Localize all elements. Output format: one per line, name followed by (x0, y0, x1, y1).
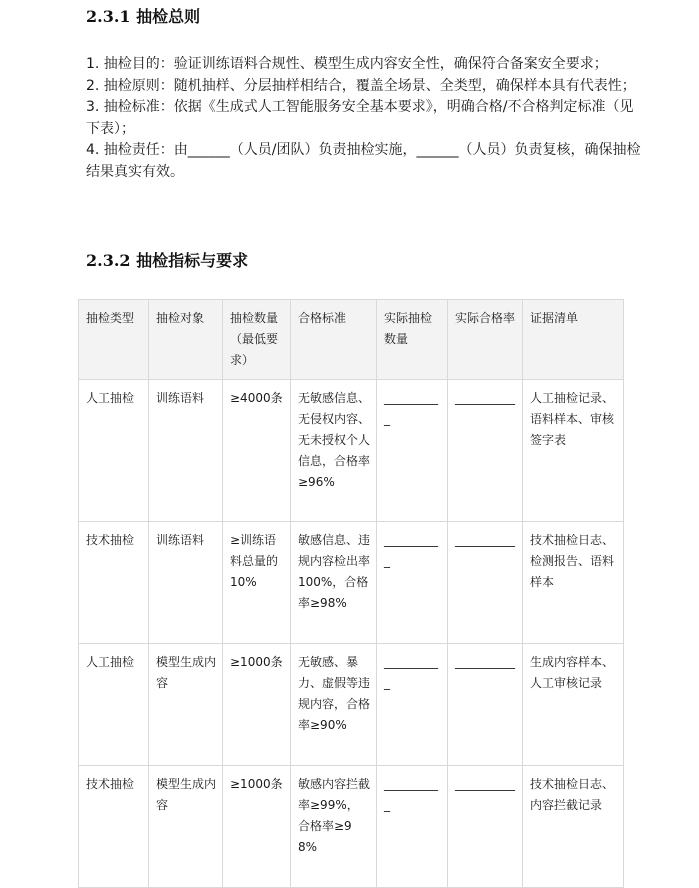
cell-pass-standard: 无敏感信息、无侵权内容、无未授权个人信息，合格率≥96% (291, 380, 377, 522)
header-evidence-list: 证据清单 (523, 300, 624, 380)
header-min-quantity: 抽检数量（最低要求） (223, 300, 291, 380)
sampling-requirements-table (78, 299, 624, 888)
cell-sampling-type: 人工抽检 (79, 380, 149, 522)
header-pass-standard: 合格标准 (291, 300, 377, 380)
header-actual-pass-rate: 实际合格率 (448, 300, 523, 380)
paragraph-purpose: 1. 抽检目的：验证训练语料合规性、模型生成内容安全性，确保符合备案安全要求； (86, 56, 608, 72)
table-row (79, 522, 624, 644)
table-header-row (79, 300, 624, 380)
cell-sampling-type: 人工抽检 (79, 644, 149, 766)
cell-evidence-list: 技术抽检日志、检测报告、语料样本 (523, 522, 624, 644)
header-sampling-object: 抽检对象 (149, 300, 223, 380)
section-2-3-2-heading: 2.3.2 抽检指标与要求 (86, 251, 249, 270)
cell-actual-quantity: __________ (377, 766, 448, 888)
cell-min-quantity: ≥4000条 (223, 380, 291, 522)
cell-actual-quantity: __________ (377, 380, 448, 522)
paragraph-principle: 2. 抽检原则：随机抽样、分层抽样相结合，覆盖全场景、全类型，确保样本具有代表性； (86, 77, 636, 94)
cell-sampling-object: 模型生成内容 (149, 766, 223, 888)
paragraph-standard: 3. 抽检标准：依据《生成式人工智能服务安全基本要求》，明确合格/不合格判定标准（见下表）； (86, 99, 634, 137)
cell-sampling-object: 训练语料 (149, 380, 223, 522)
cell-pass-standard: 敏感内容拦截率≥99%，合格率≥98% (291, 766, 377, 888)
cell-min-quantity: ≥训练语料总量的10% (223, 522, 291, 644)
cell-pass-standard: 无敏感、暴力、虚假等违规内容，合格率≥90% (291, 644, 377, 766)
cell-actual-pass-rate: __________ (448, 380, 523, 522)
table-row (79, 644, 624, 766)
header-sampling-type: 抽检类型 (79, 300, 149, 380)
table-row (79, 766, 624, 888)
cell-pass-standard: 敏感信息、违规内容检出率 100%，合格率≥98% (291, 522, 377, 644)
cell-sampling-object: 训练语料 (149, 522, 223, 644)
header-actual-quantity: 实际抽检数量 (377, 300, 448, 380)
cell-sampling-type: 技术抽检 (79, 766, 149, 888)
cell-actual-quantity: __________ (377, 522, 448, 644)
cell-sampling-object: 模型生成内容 (149, 644, 223, 766)
section-2-3-1-body (86, 54, 646, 183)
section-2-3-1-heading: 2.3.1 抽检总则 (86, 7, 201, 26)
cell-sampling-type: 技术抽检 (79, 522, 149, 644)
cell-actual-pass-rate: __________ (448, 522, 523, 644)
paragraph-responsibility: 4. 抽检责任：由______（人员/团队）负责抽检实施，______（人员）负责复核，确保抽检结果真实有效。 (86, 142, 641, 180)
cell-min-quantity: ≥1000条 (223, 644, 291, 766)
table-row (79, 380, 624, 522)
cell-evidence-list: 生成内容样本、人工审核记录 (523, 644, 624, 766)
cell-min-quantity: ≥1000条 (223, 766, 291, 888)
cell-evidence-list: 人工抽检记录、语料样本、审核签字表 (523, 380, 624, 522)
cell-actual-pass-rate: __________ (448, 644, 523, 766)
cell-actual-pass-rate: __________ (448, 766, 523, 888)
cell-actual-quantity: __________ (377, 644, 448, 766)
cell-evidence-list: 技术抽检日志、内容拦截记录 (523, 766, 624, 888)
